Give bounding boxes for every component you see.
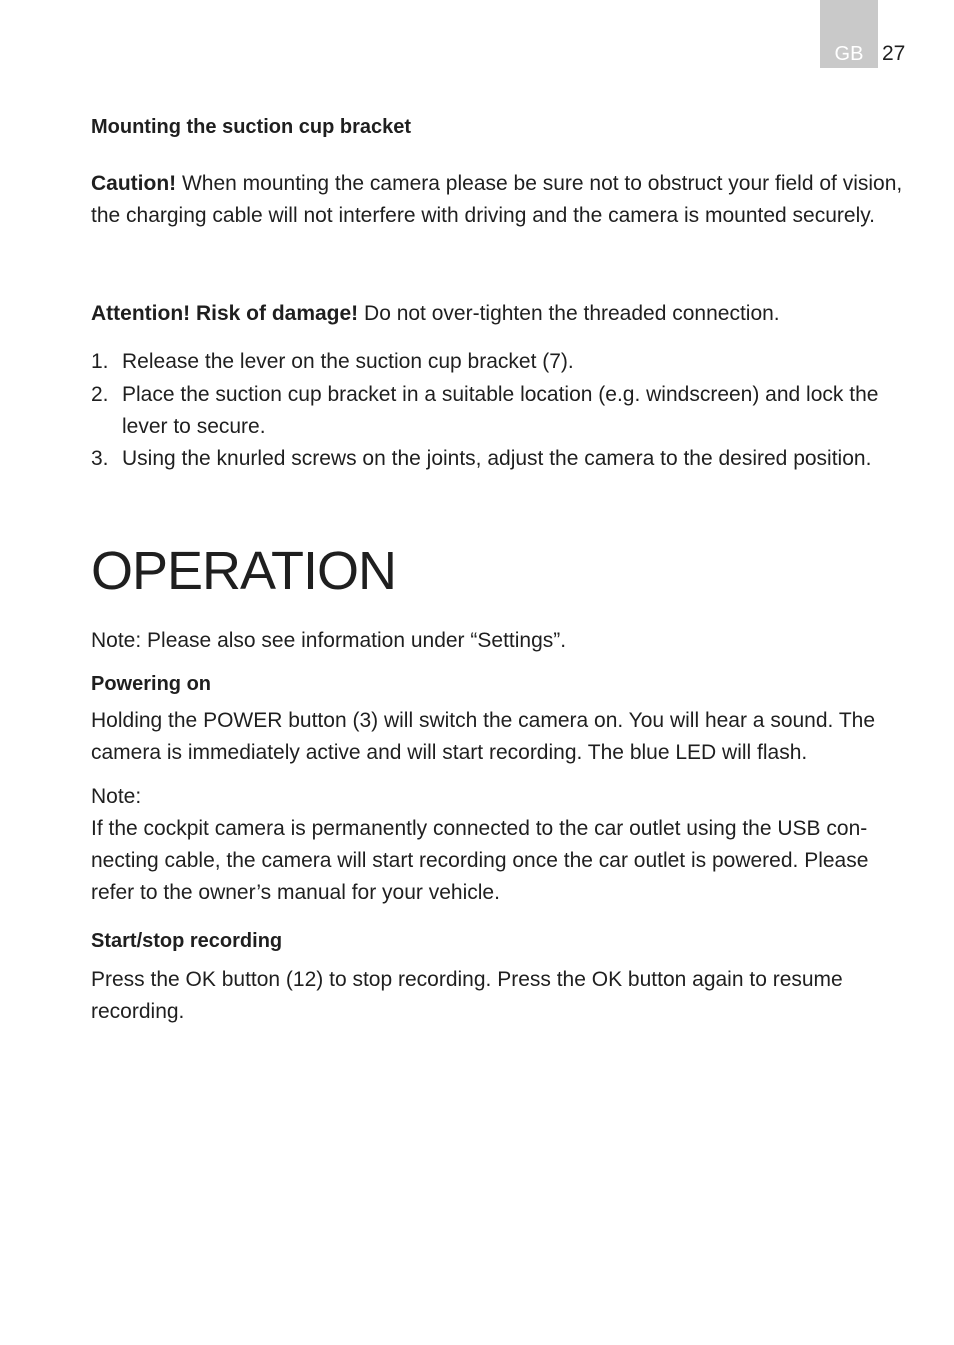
recording-paragraph: Press the OK button (12) to stop recording. Press the OK button again to resume recording. <box>91 968 843 1023</box>
list-item <box>91 346 911 378</box>
powering-paragraph: Holding the POWER button (3) will switch the camera on. You will hear a sound. The camera is immediately active and will start recording. The blue LED will flash. <box>91 709 876 764</box>
list-text: Release the lever on the suction cup bracket (7). <box>122 350 574 373</box>
attention-text: Do not over-tighten the threaded connection. <box>358 302 780 325</box>
settings-note: Note: Please also see information under “Settings”. <box>91 629 567 652</box>
attention-label: Attention! Risk of damage! <box>91 302 359 325</box>
list-text: Using the knurled screws on the joints, adjust the camera to the desired position. <box>122 447 872 470</box>
list-number: 3. <box>91 447 109 470</box>
list-item <box>91 443 911 475</box>
language-tab: GB <box>820 0 878 68</box>
list-text: Place the suction cup bracket in a suitable location (e.g. windscreen) and lock the lever to secure. <box>122 383 879 438</box>
caution-label: Caution! <box>91 172 177 195</box>
list-number: 1. <box>91 350 109 373</box>
list-number: 2. <box>91 383 109 406</box>
caution-text: When mounting the camera please be sure not to obstruct your field of vision, the charging cable will not interfere with driving and the camera is mounted securely. <box>91 172 903 227</box>
note-paragraph: If the cockpit camera is permanently connected to the car outlet using the USB con-necting cable, the camera will start recording once the car outlet is powered. Please refer to the owner’s manual for your vehicle. <box>91 817 869 904</box>
recording-heading: Start/stop recording <box>91 930 283 952</box>
list-item <box>91 379 911 443</box>
section-title: OPERATION <box>91 541 397 601</box>
note-label: Note: <box>91 785 142 808</box>
caution-paragraph <box>91 168 911 232</box>
powering-heading: Powering on <box>91 673 211 695</box>
mounting-heading: Mounting the suction cup bracket <box>91 116 412 138</box>
page-number: 27 <box>882 42 906 65</box>
attention-paragraph <box>91 298 911 330</box>
